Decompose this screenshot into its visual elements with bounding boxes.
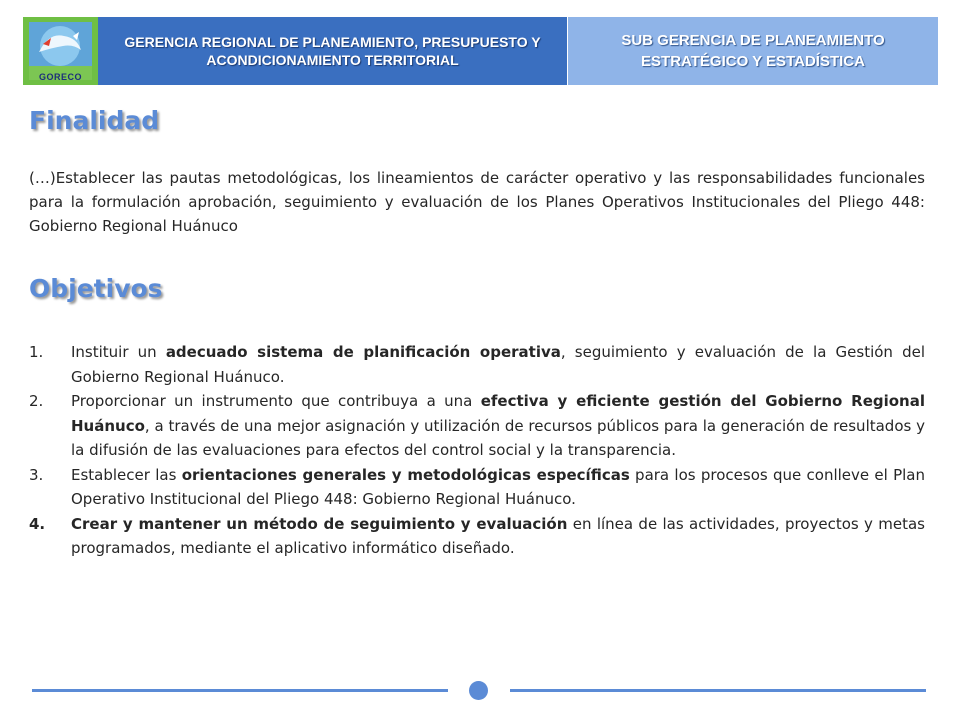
objetivo-text-bold: adecuado sistema de planificación operativa (165, 343, 561, 361)
footer-divider-right (510, 689, 926, 692)
gerencia-regional-title-box (98, 17, 568, 85)
objetivo-text-bold: efectiva y eficiente gestión del Gobierno Regional Huánuco (71, 392, 925, 435)
objetivo-text (71, 389, 925, 463)
gerencia-regional-title: GERENCIA REGIONAL DE PLANEAMIENTO, PRESUPUESTO Y ACONDICIONAMIENTO TERRITORIAL (124, 34, 541, 68)
objetivo-item-4 (29, 512, 925, 561)
objetivos-heading: Objetivos (29, 274, 163, 303)
finalidad-paragraph: (…)Establecer las pautas metodológicas, los lineamientos de carácter operativo y las responsabilidades funcionales para la formulación aprobación, seguimiento y evaluación de los Planes Operativos Institucionales del Pliego 448: Gobierno Regional Huánuco (29, 169, 925, 235)
objetivo-number: 2. (29, 392, 44, 410)
footer-dot-icon (469, 681, 488, 700)
objetivo-text-post: , a través de una mejor asignación y utilización de recursos públicos para la generación de resultados y la difusión de las evaluaciones para efectos del control social y la transparencia. (71, 416, 925, 459)
objetivo-text-post: , seguimiento y evaluación de la Gestión del Gobierno Regional Huánuco. (71, 343, 925, 386)
gorehco-logo (23, 17, 98, 85)
header-banner (23, 17, 938, 85)
sub-gerencia-title-box (568, 17, 938, 85)
objetivos-list (29, 340, 925, 561)
objetivo-number: 4. (29, 514, 46, 533)
finalidad-heading: Finalidad (29, 106, 160, 135)
objetivo-number: 1. (29, 343, 44, 361)
objetivo-text (71, 463, 925, 512)
objetivo-text-post: para los procesos que conlleve el Plan Operativo Institucional del Pliego 448: Gobierno Regional Huánuco. (71, 465, 926, 508)
sub-gerencia-title: SUB GERENCIA DE PLANEAMIENTO ESTRATÉGICO Y ESTADÍSTICA (621, 32, 885, 70)
objetivo-item-2 (29, 389, 925, 463)
objetivo-text-post: en línea de las actividades, proyectos y metas programados, mediante el aplicativo informático diseñado. (71, 514, 925, 557)
objetivo-text (71, 512, 925, 561)
objetivo-item-3 (29, 463, 925, 512)
objetivo-text-pre: Instituir un (71, 343, 166, 361)
logo-text: GORECO (38, 72, 82, 82)
objetivo-number: 3. (29, 465, 44, 484)
objetivo-text-bold: orientaciones generales y metodológicas específicas (181, 465, 630, 484)
objetivo-text-pre: Proporcionar un instrumento que contribuya a una (71, 392, 481, 410)
footer-divider-left (32, 689, 448, 692)
objetivo-text (71, 340, 925, 389)
objetivo-text-bold: Crear y mantener un método de seguimiento y evaluación (71, 514, 568, 533)
objetivo-text-pre: Establecer las (71, 465, 182, 484)
objetivo-item-1 (29, 340, 925, 389)
